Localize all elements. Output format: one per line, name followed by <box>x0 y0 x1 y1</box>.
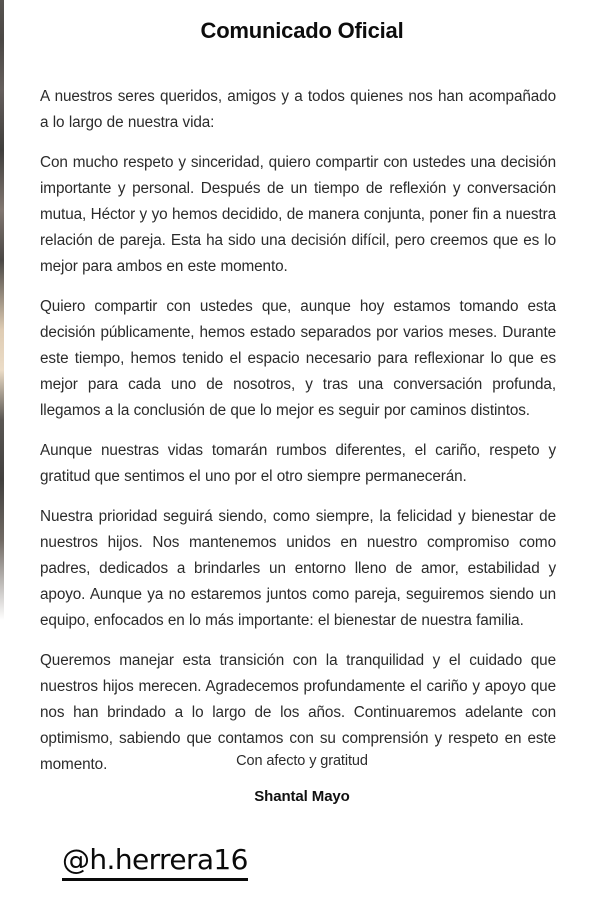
document-body <box>0 46 604 778</box>
paragraph: Con mucho respeto y sinceridad, quiero compartir con ustedes una decisión importante y personal. Después de un tiempo de reflexión y conversación mutua, Héctor y yo hemos decidido, de manera conjunta, poner fin a nuestra relación de pareja. Esta ha sido una decisión difícil, pero creemos que es lo mejor para ambos en este momento. <box>40 154 556 275</box>
paragraph: Quiero compartir con ustedes que, aunque hoy estamos tomando esta decisión públicamente, hemos estado separados por varios meses. Durante este tiempo, hemos tenido el espacio necesario para reflexionar lo que es mejor para cada uno de nosotros, y tras una conversación profunda, llegamos a la conclusión de que lo mejor es seguir por caminos distintos. <box>40 298 556 419</box>
paragraph: A nuestros seres queridos, amigos y a todos quienes nos han acompañado a lo largo de nuestra vida: <box>40 88 556 131</box>
left-edge-crop-artifact <box>0 0 4 620</box>
paragraph: Nuestra prioridad seguirá siendo, como siempre, la felicidad y bienestar de nuestros hijos. Nos mantenemos unidos en nuestro compromiso como padres, dedicados a brindarles un entorno lleno de amor, estabilidad y apoyo. Aunque ya no estaremos juntos como pareja, seguiremos siendo un equipo, enfocados en lo más importante: el bienestar de nuestra familia. <box>40 508 556 629</box>
paragraph: Queremos manejar esta transición con la tranquilidad y el cuidado que nuestros hijos merecen. Agradecemos profundamente el cariño y apoyo que nos han brindado a lo largo de los años. Continuaremos adelante con optimismo, sabiendo que contamos con su comprensión y respeto en este momento. <box>40 652 556 773</box>
paragraph: Aunque nuestras vidas tomarán rumbos diferentes, el cariño, respeto y gratitud que sentimos el uno por el otro siempre permanecerán. <box>40 442 556 485</box>
signature-block <box>0 750 604 808</box>
signature-closing: Con afecto y gratitud <box>236 753 368 769</box>
page-title: Comunicado Oficial <box>200 18 404 43</box>
signature-name: Shantal Mayo <box>254 788 350 805</box>
social-handle-watermark: @h.herrera16 <box>62 843 248 881</box>
